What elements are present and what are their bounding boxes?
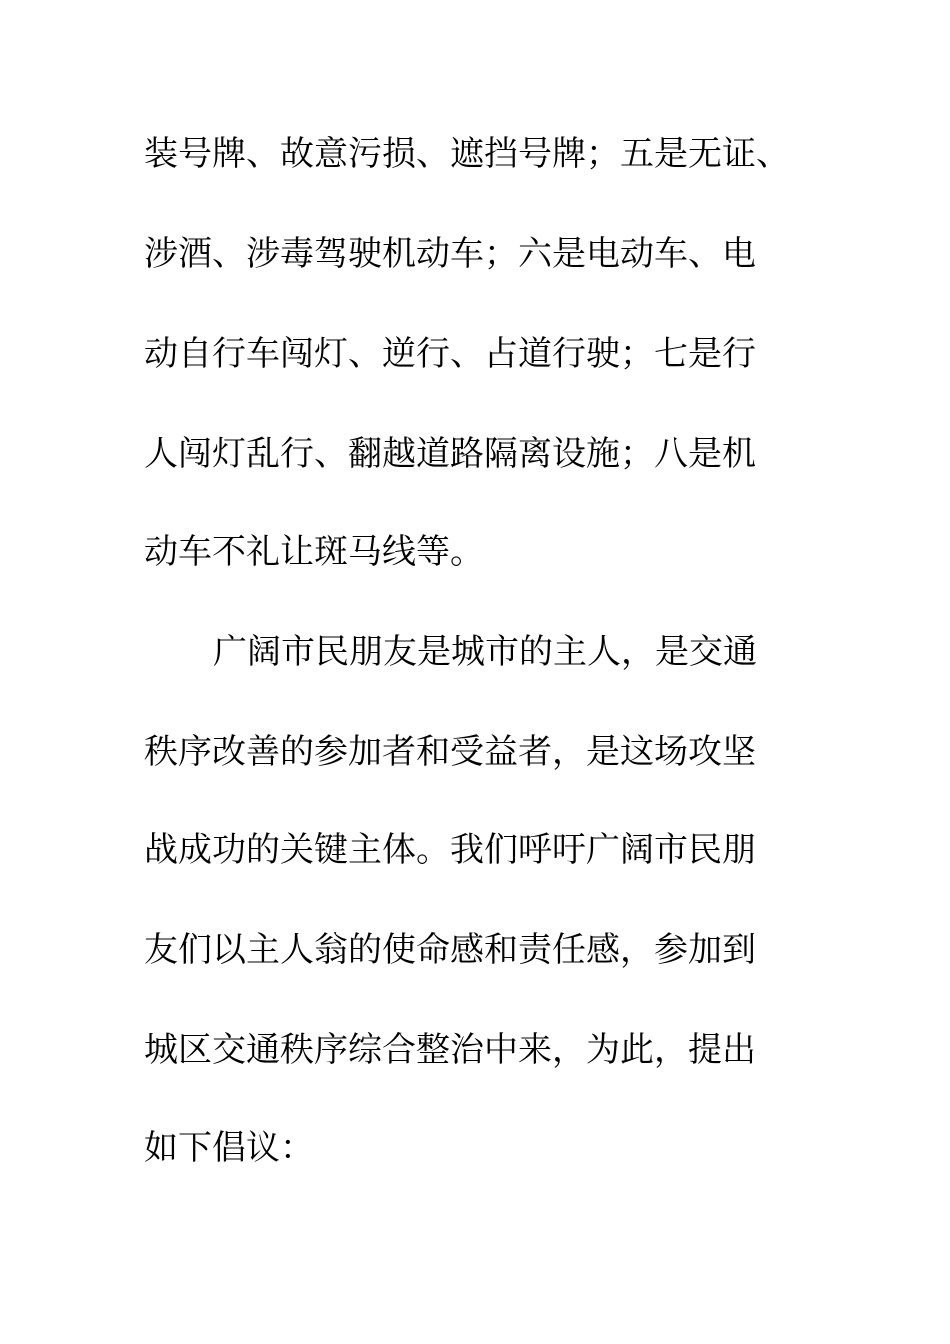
text-line: 动自行车闯灯、逆行、占道行驶；七是行 bbox=[144, 334, 756, 374]
text-line: 人闯灯乱行、翻越道路隔离设施；八是机 bbox=[144, 434, 756, 474]
text-line: 友们以主人翁的使命感和责任感，参加到 bbox=[144, 930, 756, 970]
text-line: 如下倡议： bbox=[144, 1128, 314, 1168]
text-line: 城区交通秩序综合整治中来，为此，提出 bbox=[144, 1030, 756, 1070]
text-line: 战成功的关键主体。我们呼吁广阔市民朋 bbox=[144, 830, 756, 870]
text-line: 秩序改善的参加者和受益者，是这场攻坚 bbox=[144, 732, 756, 772]
paragraph-start-line: 广阔市民朋友是城市的主人，是交通 bbox=[213, 632, 757, 672]
text-line: 涉酒、涉毒驾驶机动车；六是电动车、电 bbox=[144, 234, 756, 274]
text-line: 动车不礼让斑马线等。 bbox=[144, 532, 484, 572]
text-line: 装号牌、故意污损、遮挡号牌；五是无证、 bbox=[144, 134, 790, 174]
